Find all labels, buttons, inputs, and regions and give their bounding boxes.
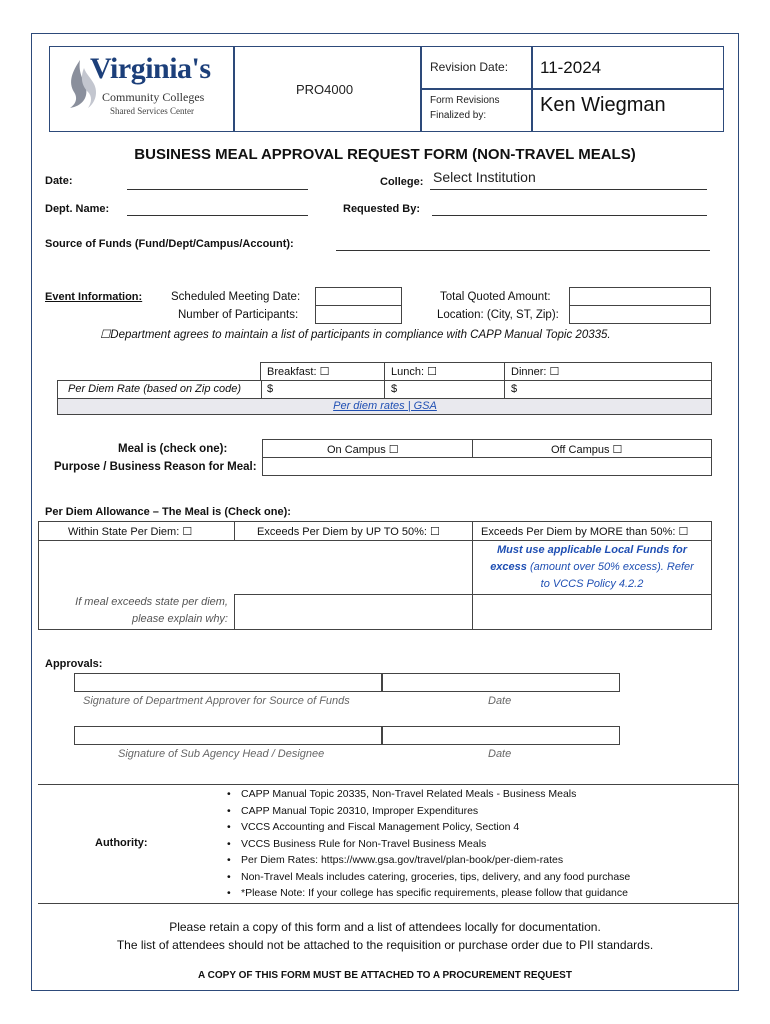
local-funds-note-2 <box>473 561 711 573</box>
breakfast-checkbox[interactable]: Breakfast: ☐ <box>267 366 330 378</box>
participants-input[interactable] <box>315 305 402 324</box>
authority-item: • Non-Travel Meals includes catering, groceries, tips, delivery, and any food purchase <box>227 869 630 886</box>
form-code: PRO4000 <box>296 82 354 97</box>
authority-label: Authority: <box>95 837 148 849</box>
sig1-field[interactable] <box>74 673 382 692</box>
meal-location-label: Meal is (check one): <box>118 443 228 455</box>
sig2-date-field[interactable] <box>382 726 620 745</box>
sig2-field[interactable] <box>74 726 382 745</box>
breakfast-rate[interactable]: $ <box>267 383 274 395</box>
lunch-checkbox[interactable]: Lunch: ☐ <box>391 366 437 378</box>
participants-agreement-checkbox[interactable]: ☐Department agrees to maintain a list of participants in compliance with CAPP Manual Topic 20335. <box>100 329 611 341</box>
logo-sub-text-2: Shared Services Center <box>110 106 194 116</box>
on-campus-checkbox[interactable]: On Campus ☐ <box>327 444 399 456</box>
sig1-date-field[interactable] <box>382 673 620 692</box>
finalized-value: Ken Wiegman <box>540 94 666 116</box>
requested-by-field[interactable] <box>432 215 707 216</box>
location-label: Location: (City, ST, Zip): <box>437 309 559 321</box>
date-label: Date: <box>45 175 73 187</box>
footer-line-1: Please retain a copy of this form and a list of attendees locally for documentation. <box>169 920 601 934</box>
date-field[interactable] <box>127 189 308 190</box>
dept-name-field[interactable] <box>127 215 308 216</box>
sig2-label: Signature of Sub Agency Head / Designee <box>118 748 325 760</box>
excess-rest: (amount over 50% excess). Refer <box>526 561 694 573</box>
footer-line-2: The list of attendees should not be attached to the requisition or purchase order due to PII standards. <box>116 938 654 952</box>
within-state-checkbox[interactable]: Within State Per Diem: ☐ <box>68 526 193 538</box>
total-quoted-input[interactable] <box>569 287 711 306</box>
sig1-date-label: Date <box>488 695 512 707</box>
sig2-date-label: Date <box>488 748 512 760</box>
explain-input[interactable] <box>235 595 472 629</box>
local-funds-note-1: Must use applicable Local Funds for <box>496 544 688 556</box>
approvals-heading: Approvals: <box>45 658 103 670</box>
college-select[interactable]: Select Institution <box>433 169 536 185</box>
meeting-date-label: Scheduled Meeting Date: <box>171 291 301 303</box>
logo <box>62 52 227 124</box>
explain-label-2: please explain why: <box>131 613 228 625</box>
exceeds-more-checkbox[interactable]: Exceeds Per Diem by MORE than 50%: ☐ <box>481 526 689 538</box>
sig1-label: Signature of Department Approver for Source of Funds <box>83 695 350 707</box>
exceeds-50-checkbox[interactable]: Exceeds Per Diem by UP TO 50%: ☐ <box>257 526 440 538</box>
authority-item: • *Please Note: If your college has specific requirements, please follow that guidance <box>227 885 630 902</box>
revision-date-label: Revision Date: <box>430 60 509 74</box>
logo-main-text: Virginia's <box>90 52 211 85</box>
dept-name-label: Dept. Name: <box>45 203 110 215</box>
source-funds-field[interactable] <box>336 250 710 251</box>
purpose-label: Purpose / Business Reason for Meal: <box>54 461 257 473</box>
gsa-per-diem-link[interactable]: Per diem rates | GSA <box>333 400 437 412</box>
authority-item: • Per Diem Rates: https://www.gsa.gov/travel/plan-book/per-diem-rates <box>227 852 630 869</box>
authority-item: • CAPP Manual Topic 20310, Improper Expenditures <box>227 803 630 820</box>
authority-list <box>227 786 630 902</box>
explain-label-1: If meal exceeds state per diem, <box>75 596 228 608</box>
total-quoted-label: Total Quoted Amount: <box>440 291 551 303</box>
location-input[interactable] <box>569 305 711 324</box>
footer-line-3: A COPY OF THIS FORM MUST BE ATTACHED TO A PROCUREMENT REQUEST <box>198 970 572 981</box>
finalized-label-2: Finalized by: <box>430 110 487 121</box>
dinner-rate[interactable]: $ <box>511 383 518 395</box>
dinner-checkbox[interactable]: Dinner: ☐ <box>511 366 560 378</box>
authority-item: • VCCS Business Rule for Non-Travel Business Meals <box>227 836 630 853</box>
requested-by-label: Requested By: <box>343 203 421 215</box>
finalized-label-1: Form Revisions <box>430 95 500 106</box>
event-heading: Event Information: <box>45 291 143 303</box>
authority-item: • VCCS Accounting and Fiscal Management Policy, Section 4 <box>227 819 630 836</box>
excess-word: excess <box>490 561 527 573</box>
local-funds-note-3: to VCCS Policy 4.2.2 <box>540 578 644 590</box>
form-title: BUSINESS MEAL APPROVAL REQUEST FORM (NON-TRAVEL MEALS) <box>134 146 636 163</box>
revision-date-value: 11-2024 <box>540 58 602 77</box>
per-diem-rate-label: Per Diem Rate (based on Zip code) <box>68 383 242 395</box>
participants-label: Number of Participants: <box>178 309 299 321</box>
authority-item: • CAPP Manual Topic 20335, Non-Travel Related Meals - Business Meals <box>227 786 630 803</box>
meeting-date-input[interactable] <box>315 287 402 306</box>
purpose-input[interactable] <box>263 458 711 475</box>
lunch-rate[interactable]: $ <box>391 383 398 395</box>
logo-sub-text-1: Community Colleges <box>102 90 205 104</box>
allowance-heading: Per Diem Allowance – The Meal is (Check one): <box>45 506 291 518</box>
source-funds-label: Source of Funds (Fund/Dept/Campus/Account): <box>45 238 294 250</box>
off-campus-checkbox[interactable]: Off Campus ☐ <box>551 444 623 456</box>
college-label: College: <box>380 176 424 188</box>
